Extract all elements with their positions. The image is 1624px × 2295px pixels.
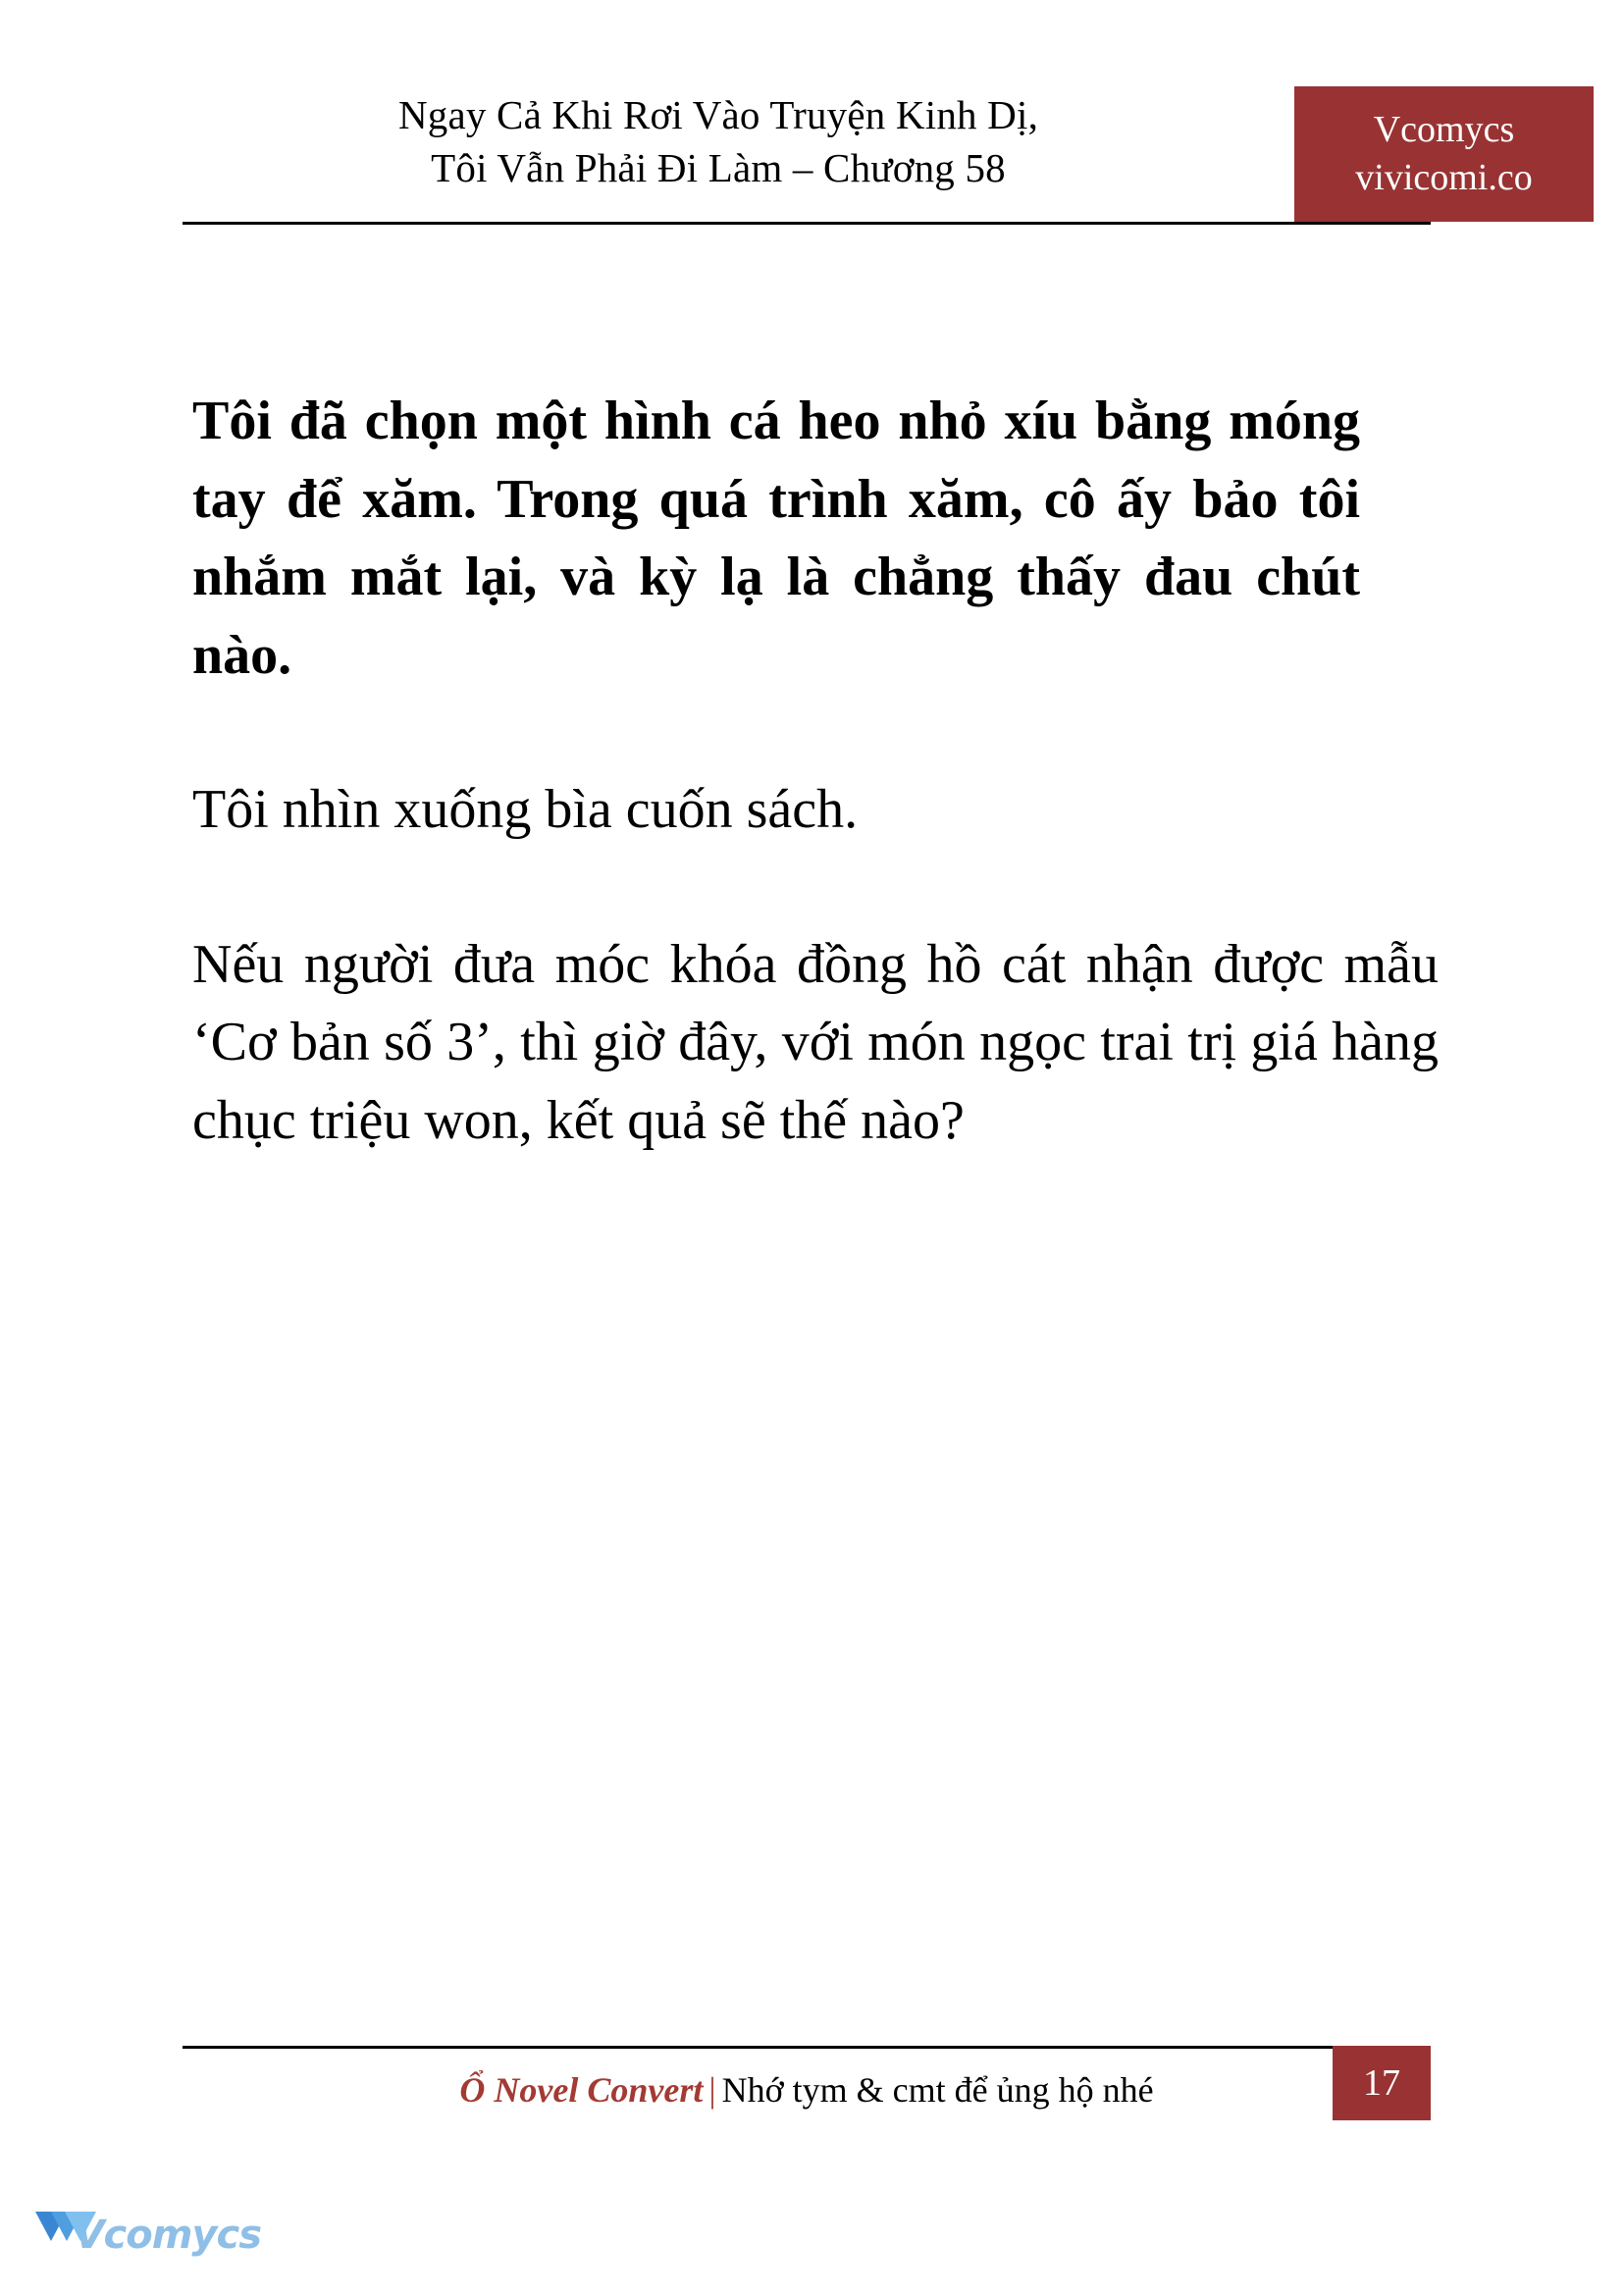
footer-channel: Ổ Novel Convert bbox=[459, 2070, 704, 2110]
watermark-logo bbox=[35, 2198, 261, 2272]
brand-url: vivicomi.co bbox=[1355, 157, 1533, 198]
paragraph-1: Tôi đã chọn một hình cá heo nhỏ xíu bằng móng tay để xăm. Trong quá trình xăm, cô ấy bảo tôi nhắm mắt lại, và kỳ lạ là chẳng thấy đau chút nào. bbox=[192, 391, 1360, 686]
page-number-badge: 17 bbox=[1333, 2046, 1431, 2120]
header-title bbox=[183, 88, 1254, 194]
page-header bbox=[183, 86, 1533, 224]
footer-text bbox=[459, 2069, 1153, 2111]
paragraph-3: Nếu người đưa móc khóa đồng hồ cát nhận được mẫu ‘Cơ bản số 3’, thì giờ đây, với món ngọc trai trị giá hàng chục triệu won, kết quả sẽ thế nào? bbox=[192, 933, 1439, 1151]
footer-content bbox=[183, 2069, 1431, 2111]
watermark-label: Vcomycs bbox=[74, 2213, 261, 2258]
brand-name: Vcomycs bbox=[1373, 109, 1515, 151]
footer-separator: | bbox=[708, 2070, 716, 2110]
vcomycs-mark-icon bbox=[35, 2208, 69, 2263]
footer-divider bbox=[183, 2046, 1431, 2049]
header-divider bbox=[183, 222, 1431, 225]
brand-badge bbox=[1294, 86, 1594, 222]
page-footer bbox=[183, 2046, 1431, 2134]
footer-note: Nhớ tym & cmt để ủng hộ nhé bbox=[721, 2070, 1154, 2110]
header-title-line1: Ngay Cả Khi Rơi Vào Truyện Kinh Dị, bbox=[397, 92, 1039, 137]
header-title-line2: Tôi Vẫn Phải Đi Làm – Chương 58 bbox=[431, 145, 1006, 191]
page-content bbox=[192, 383, 1439, 1215]
paragraph-2: Tôi nhìn xuống bìa cuốn sách. bbox=[192, 779, 859, 841]
